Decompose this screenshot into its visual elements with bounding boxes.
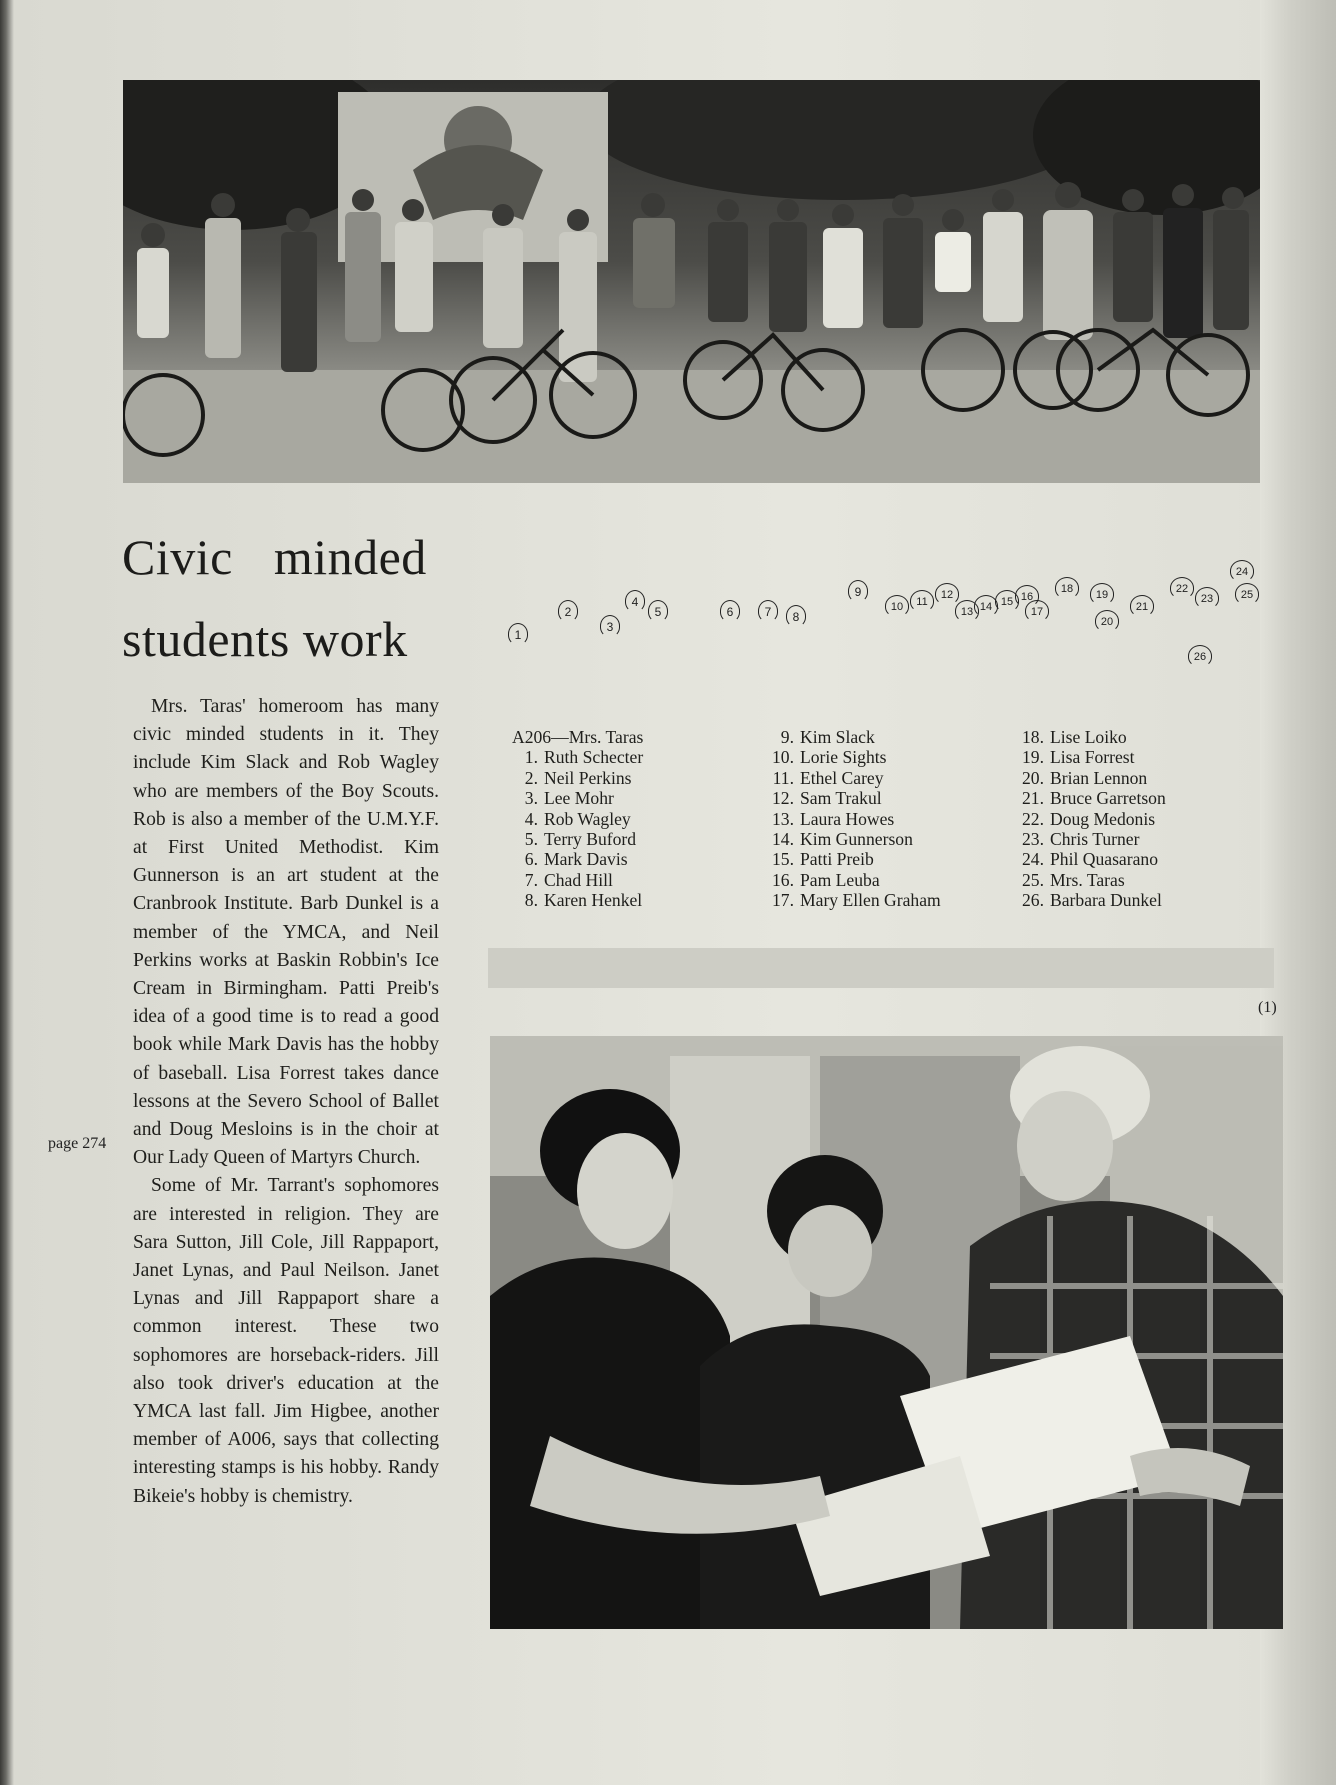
key-number: 25 [1235,583,1259,605]
key-number: 6 [720,600,740,622]
key-number: 10 [885,595,909,617]
roster-column-2 [768,727,941,911]
photo-caption-marker: (1) [1258,999,1277,1016]
roster-entry-name: Bruce Garretson [1050,788,1166,809]
roster-entry-number: 13. [772,808,794,829]
key-number: 3 [600,615,620,637]
article-body [133,693,439,1511]
group-photo-illustration [123,80,1260,483]
roster-entry-number: 22. [1022,808,1044,829]
key-number: 24 [1230,560,1254,582]
roster-entry-number: 2. [524,767,538,788]
roster-entry-name: Lisa Forrest [1050,747,1135,768]
key-number: 2 [558,600,578,622]
roster-entry-name: Pam Leuba [800,869,880,890]
roster-heading: A206—Mrs. Taras [512,727,644,747]
roster-entry [512,809,643,829]
roster-entry-number: 20. [1022,767,1044,788]
key-number: 1 [508,623,528,645]
roster-entry [512,768,643,788]
students-reading-photo [490,1036,1283,1629]
key-number: 19 [1090,583,1114,605]
key-number: 12 [935,583,959,605]
roster-entry-number: 26. [1022,890,1044,911]
roster-entry [1018,809,1166,829]
article-paragraph: Some of Mr. Tarrant's sophomores are interested in religion. They are Sara Sutton, Jill Cole, Jill Rappaport, Janet Lynas, and Paul Neilson. Janet Lynas and Jill Rappaport share a common interest. These two sophomores are horseback-riders. Jill also took driver's education at the YMCA last fall. Jim Higbee, another member of A006, says that collecting interesting stamps is his hobby. Randy Bikeie's hobby is chemistry. [133,1175,439,1507]
key-number: 8 [786,605,806,627]
photo-identification-key [490,555,1280,675]
roster-entry-number: 12. [772,788,794,809]
roster-entry-name: Phil Quasarano [1050,849,1158,870]
roster-entry-name: Mark Davis [544,849,628,870]
roster-column-3 [1018,727,1166,911]
roster-entry-number: 25. [1022,869,1044,890]
roster-entry [1018,747,1166,767]
headline-line-2: students work [122,611,408,667]
roster-entry [512,890,643,910]
roster-entry [768,849,941,869]
roster-entry-number: 21. [1022,788,1044,809]
key-number: 18 [1055,577,1079,599]
roster-entry-number: 14. [772,829,794,850]
roster-entry-number: 8. [524,890,538,911]
roster-entry-number: 5. [524,829,538,850]
roster-entry-number: 7. [524,869,538,890]
headline-line-1: Civic minded [122,529,427,585]
roster-entry [512,747,643,767]
key-number: 9 [848,580,868,602]
roster-entry-name: Rob Wagley [544,808,631,829]
roster-entry [768,788,941,808]
roster-entry-name: Chris Turner [1050,829,1140,850]
key-number: 26 [1188,645,1212,667]
roster-entry [768,890,941,910]
roster-entry-number: 9. [780,727,794,747]
roster-entry-number: 18. [1022,727,1044,747]
roster-entry-name: Mary Ellen Graham [800,890,941,911]
roster-entry [1018,890,1166,910]
roster-entry-name: Barbara Dunkel [1050,890,1162,911]
roster-entry-name: Mrs. Taras [1050,869,1125,890]
key-number: 17 [1025,600,1049,622]
roster-entry-name: Patti Preib [800,849,874,870]
page-number: page 274 [48,1135,107,1152]
roster-entry [768,870,941,890]
roster-entry [1018,727,1166,747]
key-number: 13 [955,600,979,622]
roster-entry-name: Ruth Schecter [544,747,644,768]
roster-entry [768,727,941,747]
roster-entry-name: Kim Slack [800,727,875,747]
key-number: 11 [910,590,934,612]
roster-entry [768,829,941,849]
roster-entry-number: 6. [524,849,538,870]
roster-entry [512,829,643,849]
roster-entry [512,870,643,890]
roster-entry-number: 10. [772,747,794,768]
roster-entry-name: Lise Loiko [1050,727,1127,747]
roster-entry [512,849,643,869]
roster-entry [768,747,941,767]
reading-photo-illustration [490,1036,1283,1629]
roster-entry-number: 11. [772,767,794,788]
roster-entry-number: 16. [772,869,794,890]
roster-entry [1018,788,1166,808]
roster-entry [1018,849,1166,869]
roster-entry-name: Lorie Sights [800,747,887,768]
roster-entry-name: Terry Buford [544,829,637,850]
roster-entry-name: Chad Hill [544,869,613,890]
key-number: 22 [1170,577,1194,599]
roster-entry-name: Sam Trakul [800,788,882,809]
key-number: 20 [1095,610,1119,632]
roster-entry-number: 4. [524,808,538,829]
roster-entry-name: Neil Perkins [544,767,632,788]
key-number: 5 [648,600,668,622]
roster-entry-name: Doug Medonis [1050,808,1156,829]
roster-entry [1018,768,1166,788]
roster-entry-name: Karen Henkel [544,890,643,911]
key-number: 7 [758,600,778,622]
key-number: 4 [625,590,645,612]
roster-entry [512,788,643,808]
roster-entry [768,768,941,788]
key-number: 23 [1195,587,1219,609]
group-photo-bicycles [123,80,1260,483]
roster-entry-name: Lee Mohr [544,788,614,809]
roster-entry-name: Brian Lennon [1050,767,1148,788]
roster-entry-number: 1. [524,747,538,768]
roster-entry-number: 19. [1022,747,1044,768]
article-paragraph: Mrs. Taras' homeroom has many civic minded students in it. They include Kim Slack and Rob Wagley who are members of the Boy Scouts. Rob is also a member of the U.M.Y.F. at First United Methodist. Kim Gunnerson is an art student at the Cranbrook Institute. Barb Dunkel is a member of the YMCA, and Neil Perkins works at Baskin Robbin's Ice Cream in Birmingham. Patti Preib's idea of a good time is to read a good book while Mark Davis has the hobby of baseball. Lisa Forrest takes dance lessons at the Severo School of Ballet and Doug Mesloins is in the choir at Our Lady Queen of Martyrs Church. [133,696,439,1169]
headline [122,516,452,680]
roster-entry-name: Kim Gunnerson [800,829,913,850]
roster-entry-number: 3. [524,788,538,809]
roster-entry-number: 15. [772,849,794,870]
key-number: 14 [974,595,998,617]
key-number: 16 [1015,585,1039,607]
roster-entry [1018,829,1166,849]
key-number: 15 [995,590,1019,612]
divider-band [488,948,1274,988]
roster-entry-name: Ethel Carey [800,767,884,788]
roster-entry-number: 24. [1022,849,1044,870]
roster-entry [1018,870,1166,890]
roster-entry-number: 17. [772,890,794,911]
key-number: 21 [1130,595,1154,617]
roster-entry-name: Laura Howes [800,808,895,829]
roster-column-1 [512,727,643,911]
roster-entry [768,809,941,829]
roster-entry-number: 23. [1022,829,1044,850]
